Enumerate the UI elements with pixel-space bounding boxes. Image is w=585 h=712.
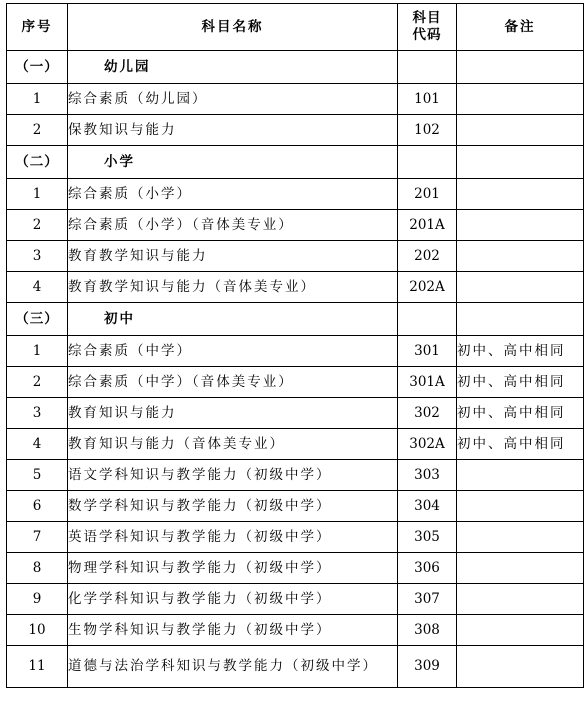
row-note: [457, 646, 584, 688]
table-row: [7, 429, 584, 460]
row-index: 2: [7, 210, 68, 241]
table-row: [7, 646, 584, 688]
row-name: 生物学科知识与教学能力（初级中学）: [68, 615, 398, 646]
row-code: 304: [398, 491, 457, 522]
row-code: 201A: [398, 210, 457, 241]
row-name: 综合素质（中学）: [68, 336, 398, 367]
row-name: 教育教学知识与能力（音体美专业）: [68, 272, 398, 303]
row-code: 101: [398, 84, 457, 115]
header-code: [398, 4, 457, 51]
row-name: 小学: [68, 146, 398, 179]
row-note: 初中、高中相同: [457, 398, 584, 429]
row-index: 1: [7, 336, 68, 367]
row-name: 保教知识与能力: [68, 115, 398, 146]
row-name: 教育知识与能力: [68, 398, 398, 429]
subjects-table: [6, 3, 584, 688]
table-row: [7, 491, 584, 522]
row-note: [457, 241, 584, 272]
row-index: 11: [7, 646, 68, 688]
table-row: [7, 115, 584, 146]
row-name: 综合素质（小学）: [68, 179, 398, 210]
row-code: 307: [398, 584, 457, 615]
row-code: 306: [398, 553, 457, 584]
table-row: [7, 584, 584, 615]
row-note: [457, 179, 584, 210]
row-name: 道德与法治学科知识与教学能力（初级中学）: [68, 646, 398, 688]
table-row: [7, 179, 584, 210]
table-row: [7, 522, 584, 553]
row-note: [457, 615, 584, 646]
row-code: 302A: [398, 429, 457, 460]
row-index: 5: [7, 460, 68, 491]
row-note: [457, 491, 584, 522]
row-note: [457, 146, 584, 179]
row-note: [457, 272, 584, 303]
row-index: 7: [7, 522, 68, 553]
row-code: 303: [398, 460, 457, 491]
row-note: [457, 84, 584, 115]
row-note: [457, 584, 584, 615]
header-code-line2: 代码: [412, 27, 442, 43]
row-code: [398, 51, 457, 84]
section-row: [7, 146, 584, 179]
row-code: [398, 303, 457, 336]
table-row: [7, 210, 584, 241]
row-index: 10: [7, 615, 68, 646]
row-index: 4: [7, 272, 68, 303]
row-index: 9: [7, 584, 68, 615]
table-row: [7, 398, 584, 429]
row-code: 202: [398, 241, 457, 272]
row-note: [457, 460, 584, 491]
row-name: 教育知识与能力（音体美专业）: [68, 429, 398, 460]
row-index: 6: [7, 491, 68, 522]
row-note: [457, 303, 584, 336]
section-row: [7, 303, 584, 336]
row-note: [457, 522, 584, 553]
row-index: （一）: [7, 51, 68, 84]
row-name: 综合素质（小学）（音体美专业）: [68, 210, 398, 241]
table-row: [7, 241, 584, 272]
row-name: 化学学科知识与教学能力（初级中学）: [68, 584, 398, 615]
row-name: 数学学科知识与教学能力（初级中学）: [68, 491, 398, 522]
row-name: 综合素质（幼儿园）: [68, 84, 398, 115]
header-note: 备注: [457, 4, 584, 51]
row-index: 3: [7, 398, 68, 429]
table-row: [7, 367, 584, 398]
row-index: 4: [7, 429, 68, 460]
row-name: 物理学科知识与教学能力（初级中学）: [68, 553, 398, 584]
row-index: 8: [7, 553, 68, 584]
table-row: [7, 84, 584, 115]
row-code: 309: [398, 646, 457, 688]
row-index: 2: [7, 367, 68, 398]
row-index: 2: [7, 115, 68, 146]
row-name: 幼儿园: [68, 51, 398, 84]
row-index: （三）: [7, 303, 68, 336]
table-row: [7, 615, 584, 646]
row-note: [457, 553, 584, 584]
row-name: 综合素质（中学）（音体美专业）: [68, 367, 398, 398]
table-row: [7, 272, 584, 303]
table-row: [7, 336, 584, 367]
row-code: 301: [398, 336, 457, 367]
row-note: 初中、高中相同: [457, 367, 584, 398]
row-index: 3: [7, 241, 68, 272]
row-note: [457, 51, 584, 84]
row-name: 初中: [68, 303, 398, 336]
row-name: 语文学科知识与教学能力（初级中学）: [68, 460, 398, 491]
header-name: 科目名称: [68, 4, 398, 51]
row-index: 1: [7, 179, 68, 210]
row-index: 1: [7, 84, 68, 115]
row-code: 202A: [398, 272, 457, 303]
row-code: 308: [398, 615, 457, 646]
row-note: [457, 115, 584, 146]
row-code: 301A: [398, 367, 457, 398]
row-code: 302: [398, 398, 457, 429]
row-code: 305: [398, 522, 457, 553]
row-index: （二）: [7, 146, 68, 179]
row-code: 102: [398, 115, 457, 146]
row-name: 英语学科知识与教学能力（初级中学）: [68, 522, 398, 553]
row-note: 初中、高中相同: [457, 429, 584, 460]
table-row: [7, 553, 584, 584]
row-note: 初中、高中相同: [457, 336, 584, 367]
row-code: 201: [398, 179, 457, 210]
row-name: 教育教学知识与能力: [68, 241, 398, 272]
header-code-line1: 科目: [412, 10, 442, 26]
row-note: [457, 210, 584, 241]
header-index: 序号: [7, 4, 68, 51]
row-code: [398, 146, 457, 179]
header-row: [7, 4, 584, 51]
table-row: [7, 460, 584, 491]
section-row: [7, 51, 584, 84]
